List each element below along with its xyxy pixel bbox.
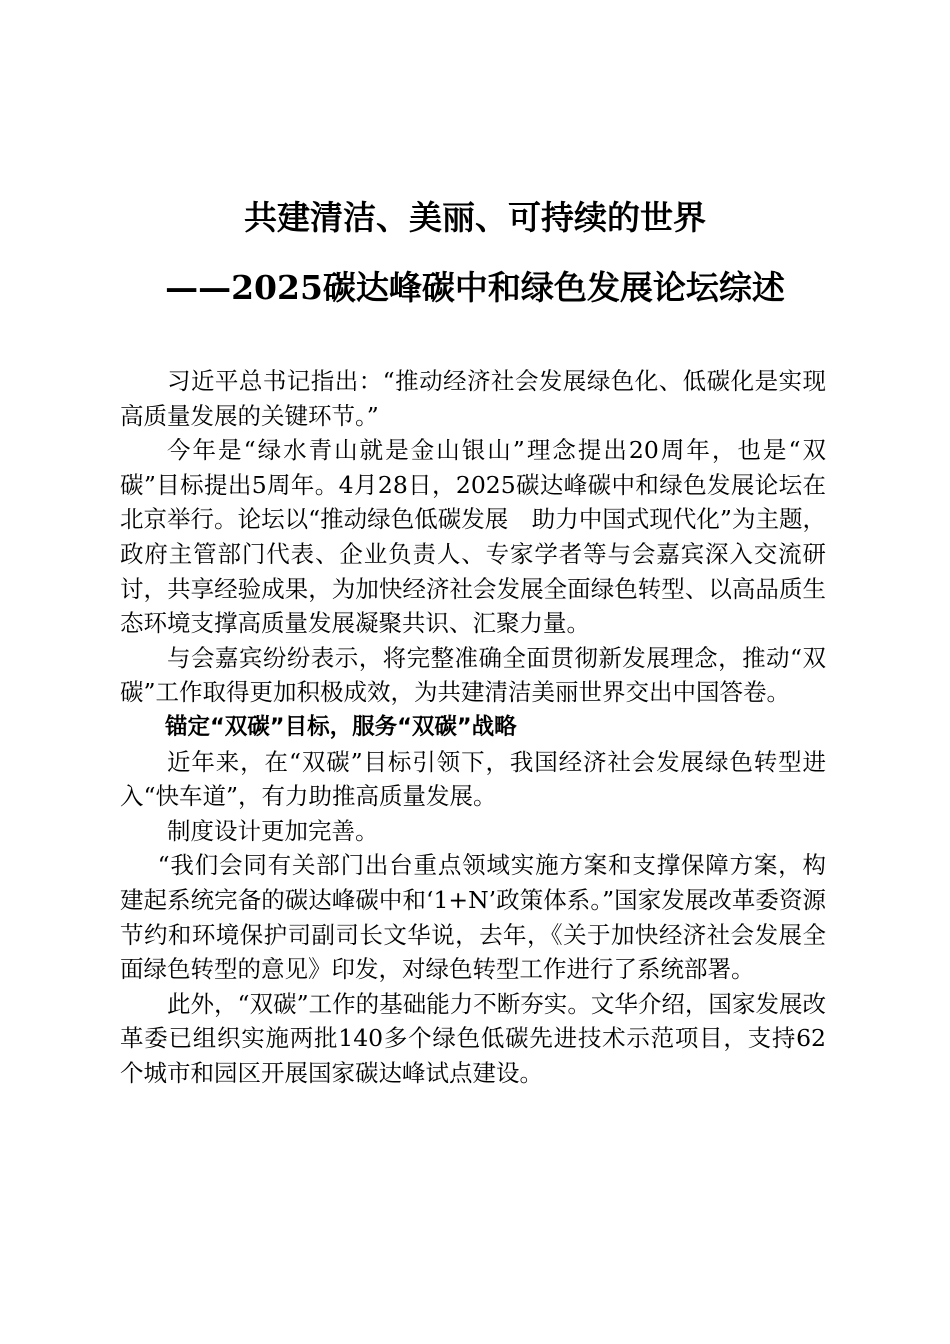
section-heading: 锚定“双碳”目标，服务“双碳”战略: [165, 713, 517, 740]
paragraph-policy-quote: “我们会同有关部门出台重点领域实施方案和支撑保障方案，构建起系统完备的碳达峰碳中和‘1+N’政策体系。”国家发展改革委资源节约和环境保护司副司长文华说，去年，《关于加快经济社会发展全面绿色转型的意见》印发，对绿色转型工作进行了系统部署。: [120, 851, 826, 984]
document-title: 共建清洁、美丽、可持续的世界: [244, 198, 706, 237]
article-body: [120, 364, 826, 1090]
paragraph-system-design: 制度设计更加完善。: [167, 816, 379, 845]
paragraph-foundation: 此外，“双碳”工作的基础能力不断夯实。文华介绍，国家发展改革委已组织实施两批140多个绿色低碳先进技术示范项目，支持62个城市和园区开展国家碳达峰试点建设。: [120, 989, 826, 1087]
document-subtitle: ——2025碳达峰碳中和绿色发展论坛综述: [165, 268, 785, 307]
paragraph-quote: 习近平总书记指出：“推动经济社会发展绿色化、低碳化是实现高质量发展的关键环节。”: [120, 367, 826, 430]
paragraph-recent-years: 近年来，在“双碳”目标引领下，我国经济社会发展绿色转型进入“快车道”，有力助推高质量发展。: [120, 747, 826, 811]
paragraph-guests: 与会嘉宾纷纷表示，将完整准确全面贯彻新发展理念，推动“双碳”工作取得更加积极成效，为共建清洁美丽世界交出中国答卷。: [120, 643, 826, 707]
paragraph-forum-intro: 今年是“绿水青山就是金山银山”理念提出20周年，也是“双碳”目标提出5周年。4月28日，2025碳达峰碳中和绿色发展论坛在北京举行。论坛以“推动绿色低碳发展 助力中国式现代化”为主题，政府主管部门代表、企业负责人、专家学者等与会嘉宾深入交流研讨，共享经验成果，为加快经济社会发展全面绿色转型、以高品质生态环境支撑高质量发展凝聚共识、汇聚力量。: [120, 436, 826, 638]
